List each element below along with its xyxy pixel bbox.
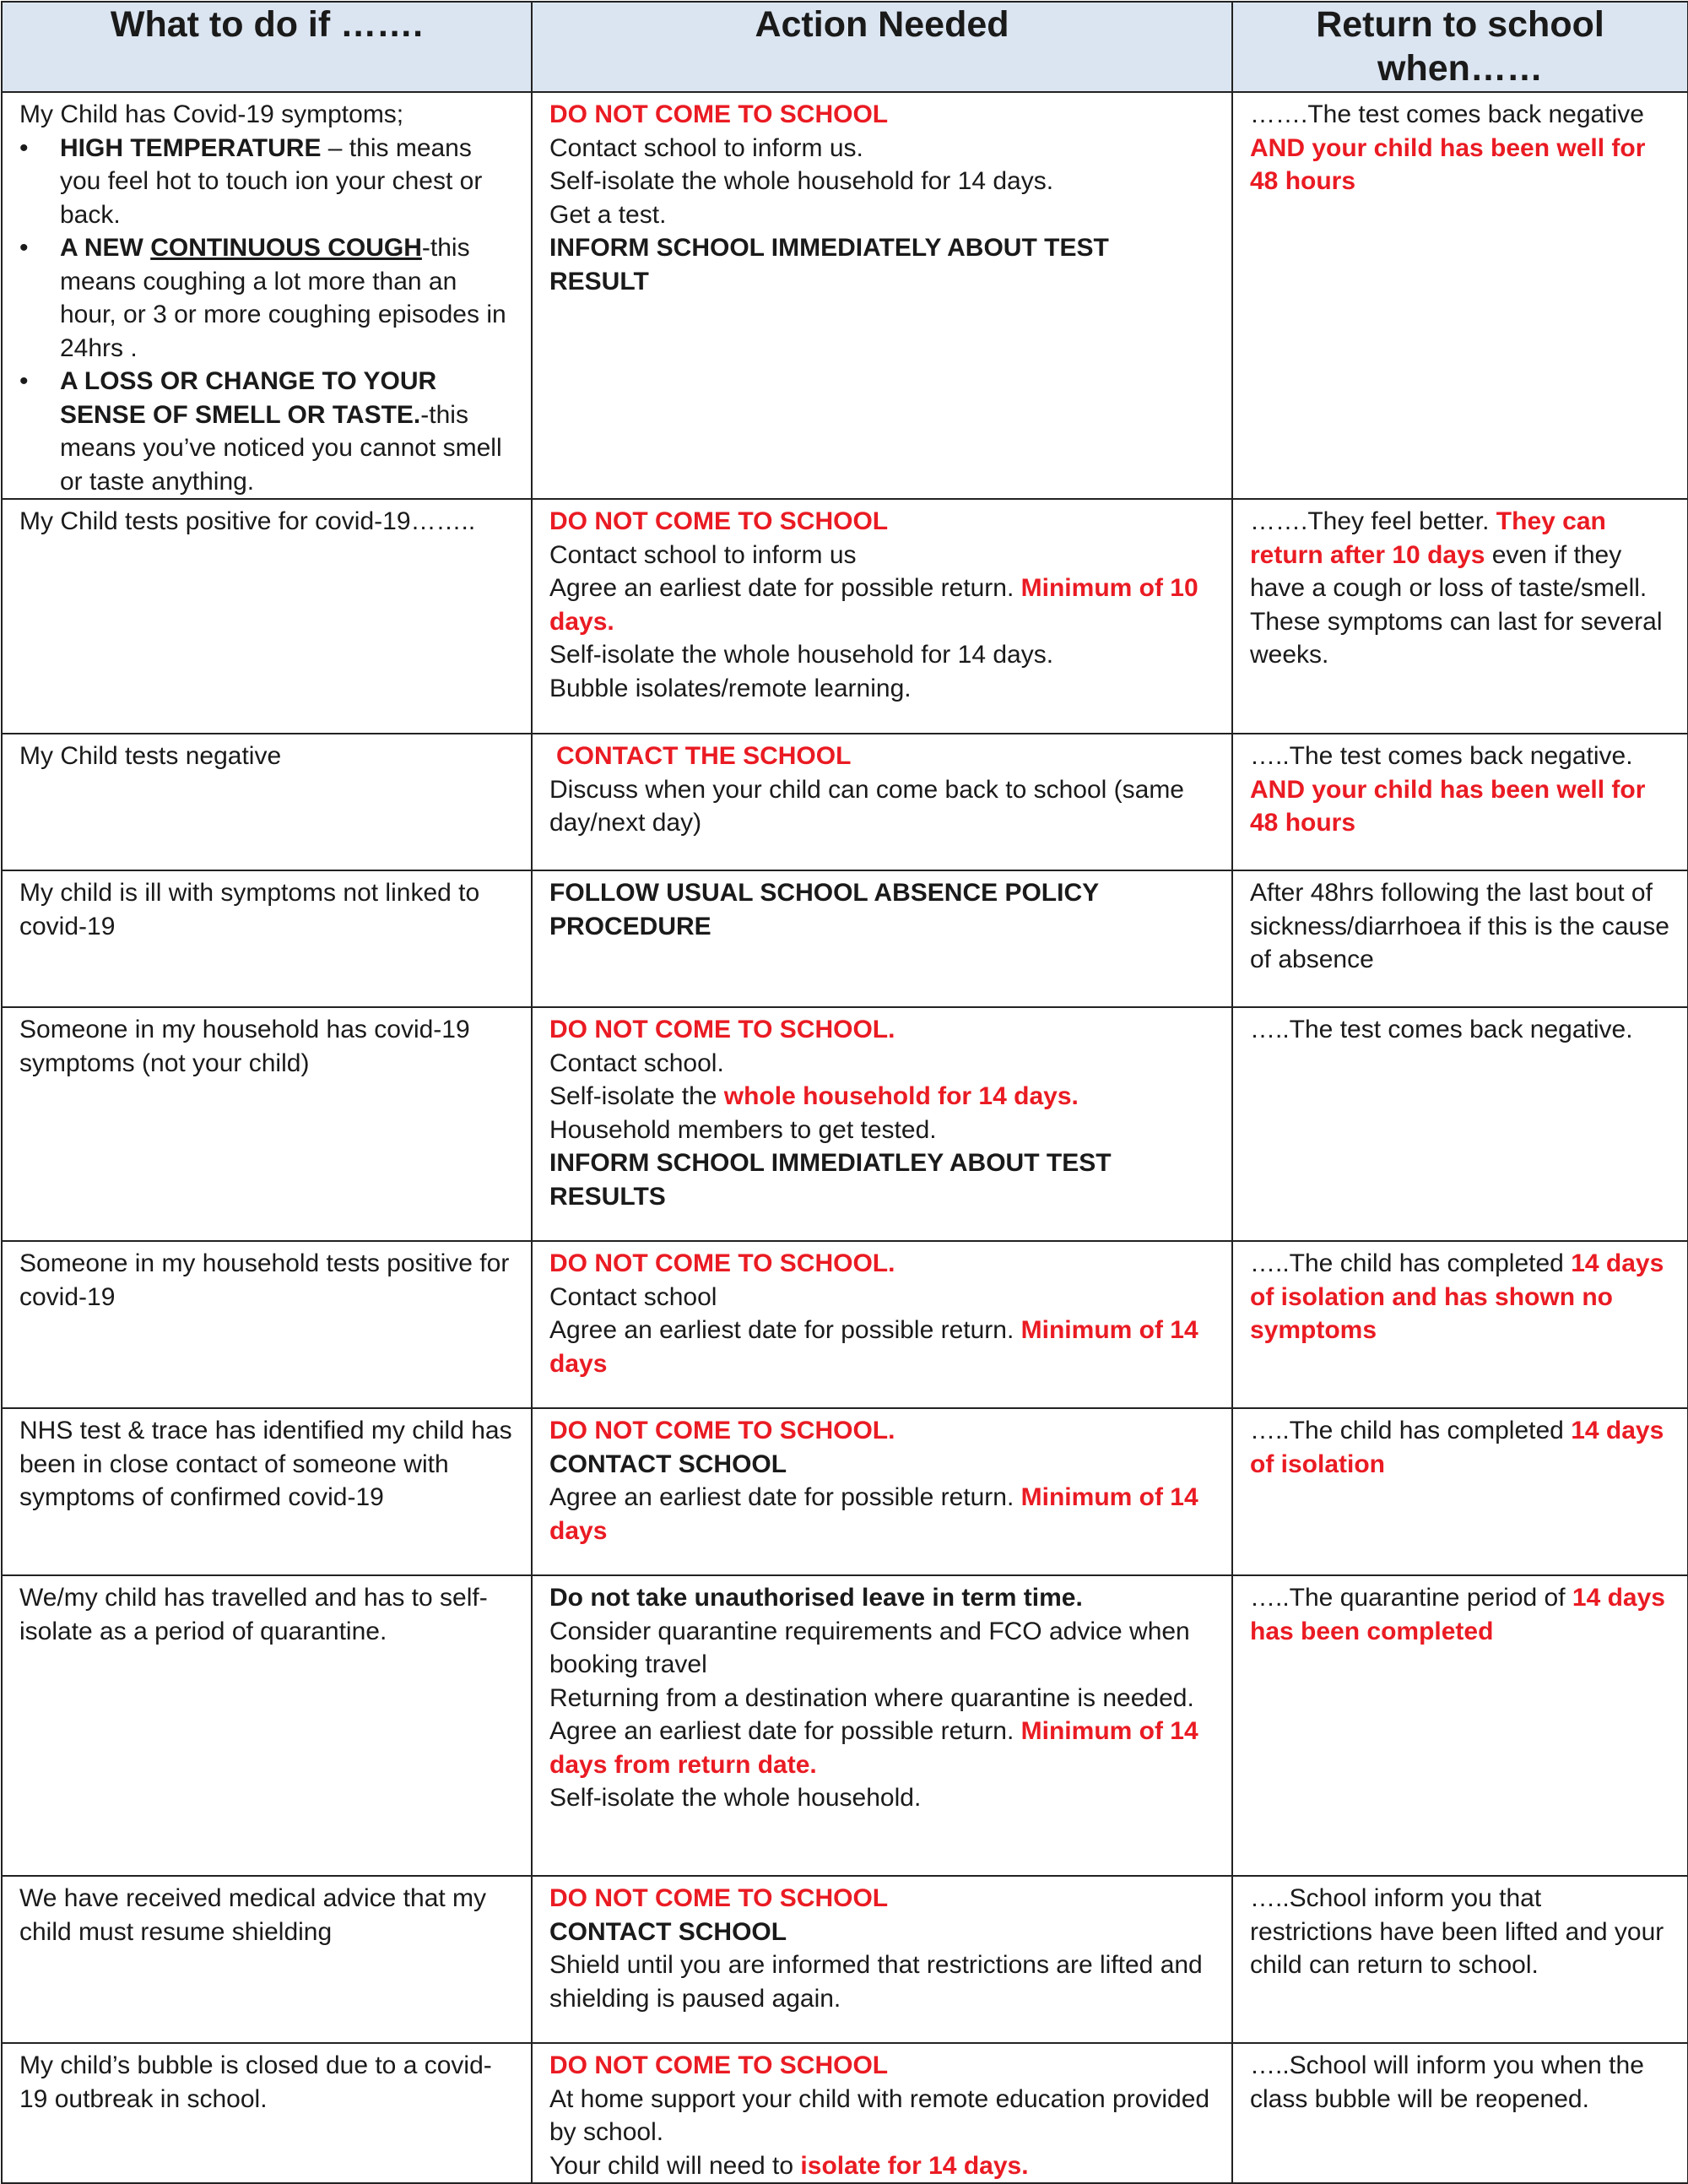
header-what-to-do: What to do if ……. (2, 2, 532, 92)
situation-text: My Child tests positive for covid-19…….. (19, 507, 476, 535)
return-text-red: AND your child has been well for 48 hours (1250, 133, 1646, 195)
action-heading: DO NOT COME TO SCHOOL. (549, 1417, 895, 1444)
table-row (2, 1575, 1688, 1876)
action-line-bold: INFORM SCHOOL IMMEDIATLEY ABOUT TEST RESULTS (549, 1149, 1112, 1211)
action-line (549, 1481, 1215, 1547)
symptom-bold-underlined: CONTINUOUS COUGH (150, 234, 422, 262)
guidance-table (1, 1, 1688, 2184)
return-cell (1232, 92, 1688, 499)
action-cell (532, 92, 1232, 499)
action-line: Contact school to inform us. (549, 133, 863, 162)
header-row (2, 2, 1688, 92)
action-line: Shield until you are informed that restrictions are lifted and shielding is paused again. (549, 1951, 1203, 2013)
return-cell (1232, 499, 1688, 734)
action-text-red: Minimum of 14 days from return date. (549, 1717, 1198, 1779)
action-cell (532, 2043, 1232, 2183)
table-row (2, 499, 1688, 734)
return-text: even if they have a cough or loss of taste/smell. These symptoms can last for several weeks. (1250, 540, 1663, 669)
action-cell (532, 1876, 1232, 2043)
action-line: Contact school. (549, 1049, 724, 1077)
action-text: Agree an earliest date for possible return. (549, 1316, 1021, 1344)
table-row (2, 92, 1688, 499)
action-line: Consider quarantine requirements and FCO advice when booking travel (549, 1617, 1190, 1678)
action-heading: DO NOT COME TO SCHOOL. (549, 1016, 895, 1043)
return-text: …….The test comes back negative (1250, 100, 1644, 128)
action-cell (532, 734, 1232, 870)
action-line: Contact school (549, 1282, 717, 1311)
situation-text: Someone in my household tests positive for covid-19 (19, 1249, 510, 1311)
situation-cell (2, 870, 532, 1007)
action-cell (532, 1575, 1232, 1876)
action-line-bold: FOLLOW USUAL SCHOOL ABSENCE POLICY PROCEDURE (549, 879, 1099, 940)
action-line: Self-isolate the whole household for 14 days. (549, 641, 1054, 669)
table-row (2, 870, 1688, 1007)
symptom-detail: -this means coughing a lot more than an hour, or 3 or more coughing episodes in 24hrs . (60, 234, 506, 362)
return-text: After 48hrs following the last bout of sickness/diarrhoea if this is the cause of absence (1250, 879, 1669, 973)
return-text-red: 14 days has been completed (1250, 1584, 1665, 1645)
action-heading: DO NOT COME TO SCHOOL (549, 2051, 889, 2079)
situation-cell (2, 499, 532, 734)
situation-text: My Child tests negative (19, 742, 282, 770)
return-cell (1232, 1408, 1688, 1575)
action-line (549, 1080, 1215, 1114)
action-cell (532, 1408, 1232, 1575)
symptom-detail: -this means you’ve noticed you cannot smell or taste anything. (60, 400, 502, 496)
return-text: …..School inform you that restrictions have been lifted and your child can return to school. (1250, 1884, 1664, 1979)
action-text-red: whole household for 14 days. (723, 1082, 1079, 1110)
situation-text: My child’s bubble is closed due to a covid-19 outbreak in school. (19, 2051, 492, 2113)
situation-cell (2, 1575, 532, 1876)
action-heading: DO NOT COME TO SCHOOL. (549, 1249, 895, 1277)
action-line: Get a test. (549, 200, 667, 229)
situation-text: NHS test & trace has identified my child has been in close contact of someone with symptoms of confirmed covid-19 (19, 1417, 512, 1511)
return-text: …..The child has completed (1250, 1417, 1572, 1444)
action-line: Contact school to inform us (549, 540, 857, 569)
situation-cell (2, 1007, 532, 1241)
action-text: Self-isolate the (549, 1082, 724, 1110)
situation-cell (2, 92, 532, 499)
action-text-red: Minimum of 14 days (549, 1316, 1198, 1378)
return-text: …….They feel better. (1250, 507, 1496, 535)
symptom-bold: HIGH TEMPERATURE (60, 133, 322, 162)
header-action-needed: Action Needed (532, 2, 1232, 92)
action-heading: DO NOT COME TO SCHOOL (549, 507, 889, 535)
symptom-bold: A NEW (60, 234, 151, 262)
situation-text: Someone in my household has covid-19 symptoms (not your child) (19, 1016, 470, 1077)
action-line: Self-isolate the whole household for 14 days. (549, 167, 1054, 195)
action-text: Your child will need to (549, 2151, 801, 2180)
situation-cell (2, 1408, 532, 1575)
return-cell (1232, 1241, 1688, 1408)
action-line-bold: CONTACT SCHOOL (549, 1917, 787, 1946)
symptom-detail: – this means you feel hot to touch ion your chest or back. (60, 133, 483, 229)
situation-text: My Child has Covid-19 symptoms; (19, 100, 404, 128)
action-line: Bubble isolates/remote learning. (549, 674, 912, 702)
action-cell (532, 870, 1232, 1007)
action-text-red: Minimum of 14 days (549, 1483, 1198, 1545)
action-text-red: Minimum of 10 days. (549, 574, 1198, 636)
situation-text: We have received medical advice that my child must resume shielding (19, 1884, 487, 1946)
table-row (2, 2043, 1688, 2183)
action-line (549, 1314, 1215, 1380)
action-line: Discuss when your child can come back to school (same day/next day) (549, 775, 1184, 837)
return-text-red: AND your child has been well for 48 hours (1250, 775, 1646, 837)
action-text: Agree an earliest date for possible return. (549, 574, 1021, 602)
return-text-red: 14 days of isolation and has shown no symptoms (1250, 1249, 1664, 1344)
action-cell (532, 1241, 1232, 1408)
return-text-red: They can return after 10 days (1250, 507, 1606, 569)
situation-cell (2, 2043, 532, 2183)
action-line: Returning from a destination where quarantine is needed. (549, 1683, 1194, 1712)
return-cell (1232, 734, 1688, 870)
action-line: At home support your child with remote education provided by school. (549, 2084, 1210, 2146)
situation-text: We/my child has travelled and has to self-isolate as a period of quarantine. (19, 1584, 488, 1645)
action-line: Household members to get tested. (549, 1115, 937, 1144)
table-row (2, 1241, 1688, 1408)
header-return-to-school: Return to school when…… (1232, 2, 1688, 92)
return-text: …..School will inform you when the class bubble will be reopened. (1250, 2051, 1644, 2113)
return-text: …..The quarantine period of (1250, 1584, 1572, 1612)
return-cell (1232, 1007, 1688, 1241)
return-text-red: 14 days of isolation (1250, 1417, 1664, 1478)
action-text: Agree an earliest date for possible return. (549, 1717, 1021, 1745)
table-row (2, 1876, 1688, 2043)
list-item (60, 365, 514, 498)
action-line (549, 1715, 1215, 1781)
return-text: …..The child has completed (1250, 1249, 1572, 1277)
table-row (2, 734, 1688, 870)
action-line (549, 2149, 1215, 2183)
action-heading: DO NOT COME TO SCHOOL (549, 1884, 889, 1912)
action-cell (532, 499, 1232, 734)
return-cell (1232, 2043, 1688, 2183)
list-item (60, 231, 514, 365)
situation-cell (2, 1876, 532, 2043)
action-text: Agree an earliest date for possible return. (549, 1483, 1021, 1511)
situation-text: My child is ill with symptoms not linked to covid-19 (19, 879, 480, 940)
list-item (60, 132, 514, 232)
return-text: …..The test comes back negative. (1250, 742, 1633, 770)
action-line-bold: CONTACT SCHOOL (549, 1450, 787, 1478)
action-heading: DO NOT COME TO SCHOOL (549, 100, 889, 128)
symptom-bold: A LOSS OR CHANGE TO YOUR SENSE OF SMELL OR TASTE. (60, 367, 437, 429)
action-cell (532, 1007, 1232, 1241)
action-line (549, 572, 1215, 638)
action-line: Self-isolate the whole household. (549, 1784, 922, 1812)
action-heading: CONTACT THE SCHOOL (556, 742, 852, 770)
action-line-bold: Do not take unauthorised leave in term time. (549, 1584, 1083, 1612)
return-cell (1232, 1575, 1688, 1876)
return-cell (1232, 1876, 1688, 2043)
return-text: …..The test comes back negative. (1250, 1016, 1633, 1043)
situation-cell (2, 734, 532, 870)
situation-cell (2, 1241, 532, 1408)
symptom-list (19, 132, 514, 499)
action-text-red: isolate for 14 days. (800, 2151, 1029, 2180)
action-line-bold: INFORM SCHOOL IMMEDIATELY ABOUT TEST RESULT (549, 234, 1109, 295)
return-cell (1232, 870, 1688, 1007)
table-row (2, 1007, 1688, 1241)
table-row (2, 1408, 1688, 1575)
